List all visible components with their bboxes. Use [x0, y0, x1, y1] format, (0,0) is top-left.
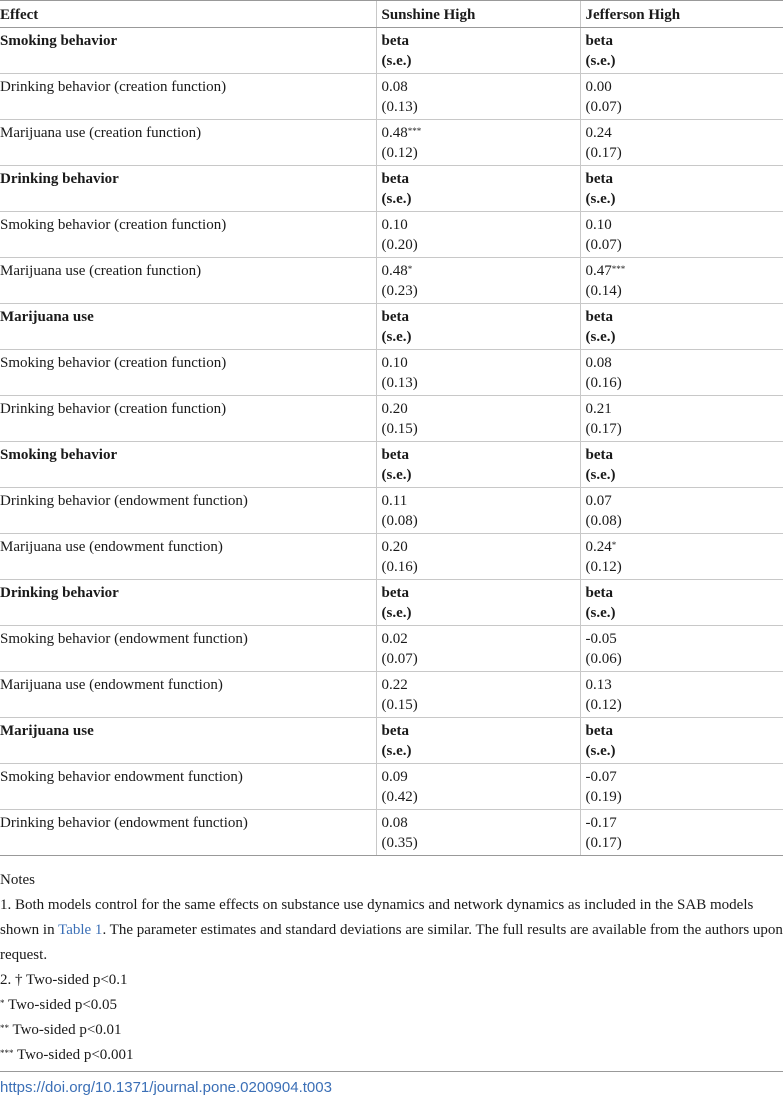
- note-1-text-a: 1. Both models control for the same effects on substance use dynamics and network dynamics as included in the SAB models shown in: [0, 897, 754, 938]
- section-row: [0, 580, 783, 626]
- section-row: [0, 28, 783, 74]
- sunshine-estimate: beta: [381, 585, 409, 601]
- jefferson-standard-error: (0.16): [585, 375, 622, 391]
- sunshine-estimate: 0.22: [381, 677, 408, 693]
- jefferson-estimate: 0.47: [585, 263, 612, 279]
- sunshine-cell: [376, 442, 580, 488]
- sunshine-cell: [376, 74, 580, 120]
- sunshine-standard-error: (0.42): [381, 789, 418, 805]
- table-1-link[interactable]: Table 1: [58, 922, 103, 938]
- sunshine-estimate: 0.09: [381, 769, 408, 785]
- sig-2-text: Two-sided p<0.01: [9, 1022, 122, 1038]
- jefferson-cell: [580, 28, 783, 74]
- effect-cell: Smoking behavior: [0, 442, 376, 488]
- sunshine-cell: [376, 304, 580, 350]
- sunshine-estimate: 0.08: [381, 815, 408, 831]
- sunshine-standard-error: (0.16): [381, 559, 418, 575]
- jefferson-standard-error: (0.08): [585, 513, 622, 529]
- jefferson-estimate: 0.08: [585, 355, 612, 371]
- sunshine-estimate: 0.20: [381, 401, 408, 417]
- jefferson-standard-error: (s.e.): [585, 53, 616, 69]
- sunshine-standard-error: (s.e.): [381, 605, 412, 621]
- sunshine-standard-error: (0.23): [381, 283, 418, 299]
- notes-heading: Notes: [0, 872, 35, 888]
- table-row: [0, 350, 783, 396]
- significance-note-1: [0, 993, 783, 1018]
- sunshine-standard-error: (s.e.): [381, 467, 412, 483]
- sunshine-estimate: beta: [381, 309, 409, 325]
- effect-cell: Drinking behavior (creation function): [0, 74, 376, 120]
- sunshine-estimate: beta: [381, 171, 409, 187]
- effect-cell: Marijuana use (creation function): [0, 258, 376, 304]
- sunshine-estimate: 0.11: [381, 493, 408, 509]
- jefferson-estimate: 0.13: [585, 677, 612, 693]
- sunshine-standard-error: (s.e.): [381, 743, 412, 759]
- significance-marker: ***: [611, 264, 626, 274]
- table-row: [0, 258, 783, 304]
- table-row: [0, 212, 783, 258]
- sunshine-cell: [376, 396, 580, 442]
- sunshine-estimate: beta: [381, 723, 409, 739]
- jefferson-cell: [580, 212, 783, 258]
- jefferson-cell: [580, 350, 783, 396]
- table-row: [0, 626, 783, 672]
- effect-cell: Marijuana use: [0, 718, 376, 764]
- header-jefferson-high: Jefferson High: [580, 1, 783, 28]
- sunshine-cell: [376, 166, 580, 212]
- table-row: [0, 810, 783, 856]
- jefferson-estimate: beta: [585, 447, 613, 463]
- sunshine-cell: [376, 764, 580, 810]
- sunshine-cell: [376, 120, 580, 166]
- effect-cell: Drinking behavior: [0, 580, 376, 626]
- jefferson-cell: [580, 764, 783, 810]
- jefferson-cell: [580, 166, 783, 212]
- sunshine-standard-error: (0.15): [381, 697, 418, 713]
- jefferson-cell: [580, 304, 783, 350]
- jefferson-standard-error: (0.06): [585, 651, 622, 667]
- jefferson-cell: [580, 580, 783, 626]
- sunshine-estimate: 0.02: [381, 631, 408, 647]
- table-row: [0, 120, 783, 166]
- jefferson-estimate: beta: [585, 585, 613, 601]
- significance-marker: *: [611, 540, 617, 550]
- note-2: 2. † Two-sided p<0.1: [0, 972, 128, 988]
- jefferson-estimate: 0.00: [585, 79, 612, 95]
- effect-cell: Marijuana use: [0, 304, 376, 350]
- table-notes: [0, 868, 783, 1068]
- jefferson-estimate: 0.24: [585, 539, 612, 555]
- effect-cell: Marijuana use (creation function): [0, 120, 376, 166]
- effect-cell: Drinking behavior (creation function): [0, 396, 376, 442]
- sunshine-cell: [376, 718, 580, 764]
- sunshine-standard-error: (0.12): [381, 145, 418, 161]
- jefferson-estimate: beta: [585, 723, 613, 739]
- sunshine-estimate: 0.48: [381, 125, 408, 141]
- jefferson-standard-error: (0.17): [585, 421, 622, 437]
- section-row: [0, 304, 783, 350]
- sunshine-estimate: beta: [381, 33, 409, 49]
- significance-marker: ***: [407, 126, 422, 136]
- sunshine-estimate: 0.10: [381, 355, 408, 371]
- section-row: [0, 718, 783, 764]
- sunshine-standard-error: (0.07): [381, 651, 418, 667]
- significance-note-2: [0, 1018, 783, 1043]
- effect-cell: Smoking behavior endowment function): [0, 764, 376, 810]
- effect-cell: Drinking behavior (endowment function): [0, 488, 376, 534]
- sunshine-cell: [376, 28, 580, 74]
- effect-cell: Drinking behavior: [0, 166, 376, 212]
- jefferson-estimate: -0.05: [585, 631, 617, 647]
- sunshine-cell: [376, 580, 580, 626]
- jefferson-cell: [580, 442, 783, 488]
- jefferson-standard-error: (s.e.): [585, 467, 616, 483]
- sunshine-cell: [376, 534, 580, 580]
- jefferson-standard-error: (0.19): [585, 789, 622, 805]
- effect-cell: Smoking behavior (endowment function): [0, 626, 376, 672]
- jefferson-estimate: 0.07: [585, 493, 612, 509]
- jefferson-estimate: 0.21: [585, 401, 612, 417]
- sunshine-cell: [376, 212, 580, 258]
- sig-3-text: Two-sided p<0.001: [13, 1047, 134, 1063]
- jefferson-standard-error: (0.17): [585, 835, 622, 851]
- sunshine-standard-error: (0.13): [381, 99, 418, 115]
- sunshine-cell: [376, 258, 580, 304]
- sunshine-standard-error: (s.e.): [381, 191, 412, 207]
- note-1-text-b: . The parameter estimates and standard deviations are similar. The full results are available from the authors upon request.: [0, 922, 783, 963]
- jefferson-cell: [580, 488, 783, 534]
- effect-cell: Smoking behavior (creation function): [0, 350, 376, 396]
- jefferson-standard-error: (0.07): [585, 237, 622, 253]
- table-row: [0, 672, 783, 718]
- jefferson-cell: [580, 718, 783, 764]
- sunshine-standard-error: (0.20): [381, 237, 418, 253]
- jefferson-cell: [580, 810, 783, 856]
- sunshine-cell: [376, 488, 580, 534]
- jefferson-estimate: -0.17: [585, 815, 617, 831]
- section-row: [0, 166, 783, 212]
- jefferson-estimate: 0.10: [585, 217, 612, 233]
- table-row: [0, 74, 783, 120]
- note-1: [0, 893, 783, 968]
- jefferson-estimate: 0.24: [585, 125, 612, 141]
- jefferson-standard-error: (s.e.): [585, 605, 616, 621]
- table-row: [0, 488, 783, 534]
- table-body: [0, 28, 783, 856]
- jefferson-standard-error: (0.17): [585, 145, 622, 161]
- sunshine-estimate: 0.48: [381, 263, 408, 279]
- jefferson-standard-error: (s.e.): [585, 191, 616, 207]
- jefferson-cell: [580, 672, 783, 718]
- sunshine-cell: [376, 672, 580, 718]
- sunshine-standard-error: (0.15): [381, 421, 418, 437]
- header-sunshine-high: Sunshine High: [376, 1, 580, 28]
- table-header-row: [0, 1, 783, 28]
- sunshine-estimate: 0.20: [381, 539, 408, 555]
- sunshine-standard-error: (0.13): [381, 375, 418, 391]
- jefferson-estimate: beta: [585, 33, 613, 49]
- table-row: [0, 534, 783, 580]
- sig-2-marker: **: [0, 1023, 9, 1033]
- sunshine-cell: [376, 626, 580, 672]
- sig-3-marker: ***: [0, 1048, 14, 1058]
- jefferson-cell: [580, 74, 783, 120]
- jefferson-standard-error: (0.07): [585, 99, 622, 115]
- sunshine-standard-error: (0.08): [381, 513, 418, 529]
- jefferson-estimate: -0.07: [585, 769, 617, 785]
- jefferson-cell: [580, 396, 783, 442]
- sunshine-standard-error: (0.35): [381, 835, 418, 851]
- sunshine-estimate: 0.10: [381, 217, 408, 233]
- header-effect: Effect: [0, 1, 376, 28]
- effect-cell: Drinking behavior (endowment function): [0, 810, 376, 856]
- effect-cell: Smoking behavior (creation function): [0, 212, 376, 258]
- table-row: [0, 396, 783, 442]
- footer-divider: [0, 1071, 783, 1072]
- sunshine-standard-error: (s.e.): [381, 329, 412, 345]
- jefferson-cell: [580, 534, 783, 580]
- jefferson-standard-error: (s.e.): [585, 743, 616, 759]
- sunshine-standard-error: (s.e.): [381, 53, 412, 69]
- jefferson-standard-error: (s.e.): [585, 329, 616, 345]
- effect-cell: Marijuana use (endowment function): [0, 534, 376, 580]
- jefferson-estimate: beta: [585, 309, 613, 325]
- section-row: [0, 442, 783, 488]
- jefferson-standard-error: (0.12): [585, 559, 622, 575]
- significance-note-3: [0, 1043, 783, 1068]
- sunshine-estimate: beta: [381, 447, 409, 463]
- jefferson-cell: [580, 120, 783, 166]
- effect-cell: Marijuana use (endowment function): [0, 672, 376, 718]
- jefferson-estimate: beta: [585, 171, 613, 187]
- table-row: [0, 764, 783, 810]
- sig-1-text: Two-sided p<0.05: [4, 997, 118, 1013]
- sunshine-cell: [376, 810, 580, 856]
- jefferson-cell: [580, 258, 783, 304]
- sunshine-estimate: 0.08: [381, 79, 408, 95]
- sunshine-cell: [376, 350, 580, 396]
- sig-1-marker: *: [0, 998, 5, 1008]
- effect-cell: Smoking behavior: [0, 28, 376, 74]
- jefferson-standard-error: (0.14): [585, 283, 622, 299]
- significance-marker: *: [407, 264, 413, 274]
- doi-link[interactable]: https://doi.org/10.1371/journal.pone.0200904.t003: [0, 1079, 332, 1096]
- jefferson-standard-error: (0.12): [585, 697, 622, 713]
- jefferson-cell: [580, 626, 783, 672]
